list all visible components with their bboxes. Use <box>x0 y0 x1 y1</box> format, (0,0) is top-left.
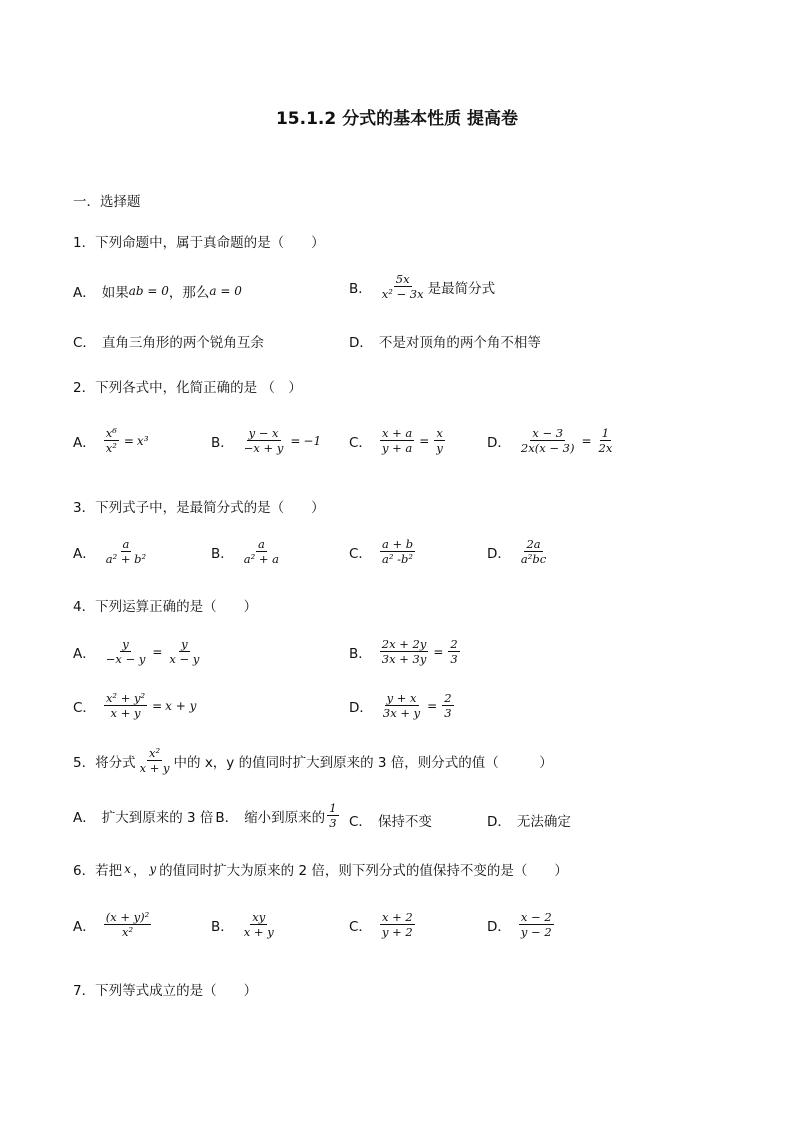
q6-option-d <box>487 910 556 939</box>
option-label: A． <box>73 285 96 301</box>
fraction <box>380 272 426 301</box>
denominator: a² -b² <box>382 552 414 566</box>
denominator: x² − 3x <box>381 287 424 301</box>
fraction <box>597 426 615 455</box>
denominator: y + 2 <box>381 925 413 939</box>
fraction <box>448 637 459 666</box>
fraction <box>104 537 148 566</box>
option-label: D． <box>349 699 373 716</box>
option-label: B． <box>215 809 239 826</box>
fraction <box>104 426 119 455</box>
option-label: A． <box>73 434 96 451</box>
numerator: x⁶ <box>105 426 117 440</box>
numerator: x <box>436 426 443 440</box>
numerator: 2 <box>444 691 452 705</box>
question-4-stem: 4．下列运算正确的是（ ） <box>73 599 258 615</box>
page-title: 15.1.2 分式的基本性质 提高卷 <box>275 109 519 129</box>
option-label: B． <box>349 280 372 297</box>
option-label: B． <box>211 545 234 562</box>
fraction <box>519 426 577 455</box>
q1-option-c <box>73 331 264 351</box>
math-expr: x <box>124 862 131 876</box>
option-label: C． <box>349 814 372 830</box>
numerator: a <box>122 537 130 551</box>
fraction <box>327 801 338 830</box>
stem-text: 5．将分式 <box>73 754 136 771</box>
fraction <box>381 691 422 720</box>
denominator: x + y <box>110 706 141 720</box>
fraction <box>434 426 445 455</box>
fraction <box>167 637 201 666</box>
equals-sign: = <box>581 433 592 448</box>
numerator: 1 <box>601 426 610 440</box>
q4-option-a <box>73 637 203 666</box>
denominator: 3 <box>450 652 458 666</box>
stem-text: 的值同时扩大为原来的 2 倍，则下列分式的值保持不变的是（ ） <box>159 863 568 879</box>
fraction <box>380 637 429 666</box>
denominator: a² + b² <box>105 552 147 566</box>
option-label: D． <box>487 434 511 451</box>
option-label: D． <box>487 918 511 935</box>
denominator: x² <box>105 441 117 455</box>
numerator: y − x <box>248 426 279 440</box>
question-7-stem: 7．下列等式成立的是（ ） <box>73 983 258 999</box>
q5-option-c <box>349 810 432 830</box>
option-label: A． <box>73 918 96 935</box>
numerator: y <box>122 637 129 651</box>
option-text: 无法确定 <box>516 814 571 830</box>
stem-text: 中的 x，y 的值同时扩大到原来的 3 倍，则分式的值（ ） <box>173 754 553 771</box>
numerator: 1 <box>329 801 337 815</box>
fraction <box>380 537 415 566</box>
denominator: 2x <box>598 441 613 455</box>
question-1-stem: 1．下列命题中，属于真命题的是（ ） <box>73 235 325 251</box>
stem-text: ， <box>132 863 147 879</box>
numerator: x − 3 <box>532 426 564 440</box>
numerator: 2 <box>450 637 458 651</box>
q1-option-a <box>73 281 242 301</box>
numerator: 5x <box>395 272 410 286</box>
math-expr: x³ <box>136 433 149 448</box>
denominator: y <box>436 441 443 455</box>
equals-sign: = <box>123 433 134 448</box>
option-label: A． <box>73 545 96 562</box>
q2-option-d <box>487 426 616 455</box>
denominator: −x + y <box>243 441 284 455</box>
fraction <box>104 691 147 720</box>
numerator: x + 2 <box>381 910 413 924</box>
q6-option-c <box>349 910 417 939</box>
option-label: C． <box>73 699 96 716</box>
q3-option-d <box>487 537 550 566</box>
q6-option-a <box>73 910 153 939</box>
option-label: D． <box>349 335 373 351</box>
math-expr: ab = 0 <box>128 284 169 298</box>
math-expr: y <box>149 862 157 876</box>
equals-sign: = <box>152 698 163 713</box>
equals-sign: = <box>427 698 438 713</box>
option-label: A． <box>73 809 96 826</box>
fraction <box>242 910 276 939</box>
option-text: 如果 <box>101 285 129 301</box>
numerator: 2a <box>526 537 541 551</box>
numerator: x² + y² <box>105 691 146 705</box>
numerator: (x + y)² <box>105 910 150 924</box>
question-6-stem <box>73 859 568 879</box>
numerator: y <box>181 637 188 651</box>
denominator: a²bc <box>520 552 547 566</box>
option-text: 扩大到原来的 3 倍 <box>101 809 214 826</box>
denominator: x + y <box>139 761 170 775</box>
option-label: B． <box>211 918 234 935</box>
denominator: 3x + y <box>382 706 421 720</box>
q4-option-d <box>349 691 456 720</box>
stem-text: 6．若把 <box>73 863 123 879</box>
math-expr: a = 0 <box>209 284 242 298</box>
fraction <box>104 910 152 939</box>
q2-option-a <box>73 426 149 455</box>
numerator: x − 2 <box>520 910 552 924</box>
equals-sign: = <box>419 433 430 448</box>
q1-option-b <box>349 272 495 301</box>
q3-option-b <box>211 537 283 566</box>
option-label: C． <box>73 335 96 351</box>
option-text: 缩小到原来的 <box>244 809 326 826</box>
numerator: a <box>257 537 265 551</box>
numerator: x² <box>149 746 161 760</box>
denominator: −x − y <box>105 652 146 666</box>
option-label: B． <box>349 645 372 662</box>
fraction <box>138 746 172 775</box>
option-text: 是最简分式 <box>427 280 496 297</box>
denominator: 3 <box>444 706 452 720</box>
q2-option-c <box>349 426 447 455</box>
numerator: x + a <box>381 426 413 440</box>
option-label: A． <box>73 645 96 662</box>
fraction <box>519 910 554 939</box>
fraction <box>380 426 414 455</box>
question-2-stem: 2．下列各式中，化简正确的是 （ ） <box>73 380 302 396</box>
denominator: y + a <box>381 441 413 455</box>
option-text: ，那么 <box>168 285 210 301</box>
fraction <box>242 426 286 455</box>
option-text: 保持不变 <box>377 814 432 830</box>
q5-option-d <box>487 810 571 830</box>
q4-option-c <box>73 691 196 720</box>
q2-option-b <box>211 426 321 455</box>
numerator: 2x + 2y <box>381 637 427 651</box>
q1-option-d <box>349 331 541 351</box>
q3-option-a <box>73 537 150 566</box>
fraction <box>380 910 415 939</box>
math-expr: x + y <box>165 698 197 713</box>
fraction <box>519 537 548 566</box>
fraction <box>242 537 281 566</box>
option-label: B． <box>211 434 234 451</box>
option-label: C． <box>349 545 372 562</box>
option-label: C． <box>349 434 372 451</box>
numerator: a + b <box>381 537 414 551</box>
q5-option-a-b <box>73 801 341 830</box>
denominator: 3 <box>329 816 337 830</box>
denominator: x + y <box>243 925 274 939</box>
section-heading: 一．选择题 <box>73 194 141 210</box>
option-label: D． <box>487 545 511 562</box>
equals-sign: = <box>290 433 301 448</box>
denominator: y − 2 <box>520 925 552 939</box>
math-expr: −1 <box>303 433 322 448</box>
fraction <box>104 637 148 666</box>
q3-option-c <box>349 537 417 566</box>
option-label: D． <box>487 814 511 830</box>
fraction <box>442 691 453 720</box>
denominator: a² + a <box>243 552 280 566</box>
equals-sign: = <box>152 644 163 659</box>
q6-option-b <box>211 910 278 939</box>
denominator: x² <box>121 925 134 939</box>
numerator: xy <box>252 910 266 924</box>
q4-option-b <box>349 637 462 666</box>
denominator: x − y <box>169 652 200 666</box>
equals-sign: = <box>433 644 444 659</box>
option-text: 不是对顶角的两个角不相等 <box>378 335 541 351</box>
option-text: 直角三角形的两个锐角互余 <box>101 335 264 351</box>
numerator: y + x <box>386 691 417 705</box>
option-label: C． <box>349 918 372 935</box>
question-3-stem: 3．下列式子中，是最简分式的是（ ） <box>73 500 325 516</box>
question-5-stem <box>73 746 553 775</box>
denominator: 3x + 3y <box>381 652 427 666</box>
denominator: 2x(x − 3) <box>520 441 575 455</box>
